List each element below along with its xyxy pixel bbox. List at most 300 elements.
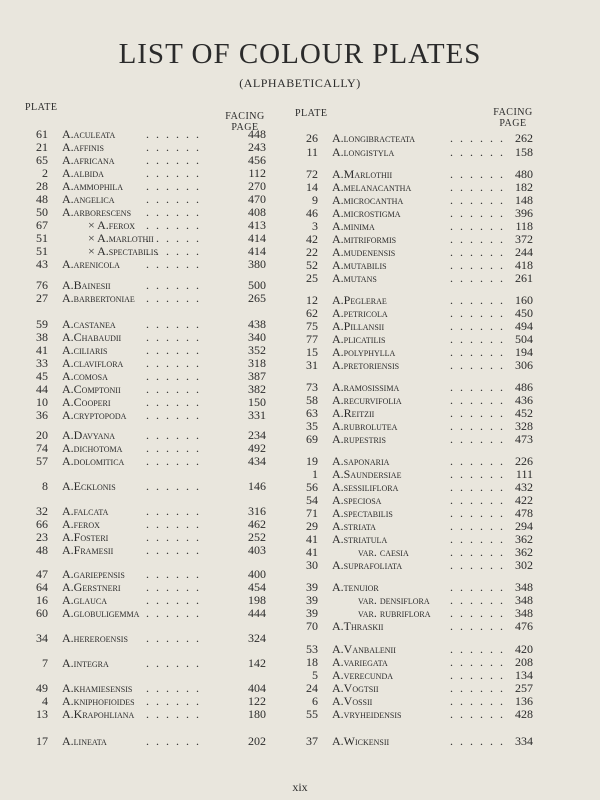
leader-dots: . . . . . .: [146, 567, 201, 581]
plate-number: 28: [36, 179, 48, 193]
right-plate-entry: [298, 559, 543, 572]
plate-number: 4: [42, 694, 48, 708]
leader-dots: . . . . . .: [146, 408, 201, 422]
facing-page-number: 122: [248, 694, 266, 708]
facing-page-number: 382: [248, 382, 266, 396]
species-name: A.Pillansii: [332, 319, 385, 333]
leader-dots: . . . . . .: [450, 493, 505, 507]
plate-number: 1: [312, 467, 318, 481]
plate-number: 23: [36, 530, 48, 544]
facing-page-number: 252: [248, 530, 266, 544]
facing-page-number: 328: [515, 419, 533, 433]
leader-dots: . . . . . .: [450, 406, 505, 420]
facing-page-number: 428: [515, 707, 533, 721]
species-name: A.spectabilis: [332, 506, 393, 520]
plate-number: 35: [306, 419, 318, 433]
leader-dots: . . . . . .: [450, 480, 505, 494]
species-name: A.barbertoniae: [62, 291, 135, 305]
leader-dots: . . . . . .: [146, 192, 201, 206]
facing-page-number: 420: [515, 642, 533, 656]
leader-dots: . . . . . .: [146, 153, 201, 167]
species-name: A.sessiliflora: [332, 480, 399, 494]
species-name: A.Gerstneri: [62, 580, 121, 594]
plate-number: 13: [36, 707, 48, 721]
leader-dots: . . . . . .: [450, 180, 505, 194]
leader-dots: . . . . . .: [146, 530, 201, 544]
plate-number: 45: [36, 369, 48, 383]
facing-page-number: 450: [515, 306, 533, 320]
facing-page-number: 486: [515, 380, 533, 394]
leader-dots: . . . . . .: [450, 332, 505, 346]
leader-dots: . . . . . .: [450, 432, 505, 446]
leader-dots: . . . . . .: [450, 734, 505, 748]
species-name: A.suprafoliata: [332, 558, 403, 572]
facing-page-number: 226: [515, 454, 533, 468]
species-name: A.ramosissima: [332, 380, 400, 394]
plate-number: 55: [306, 707, 318, 721]
species-name: A.arenicola: [62, 257, 120, 271]
plate-number: 34: [36, 631, 48, 645]
species-name: A.striata: [332, 519, 376, 533]
leader-dots: . . . . . .: [146, 330, 201, 344]
leader-dots: . . . . . .: [146, 343, 201, 357]
facing-page-number: 316: [248, 504, 266, 518]
facing-page-number: 396: [515, 206, 533, 220]
species-name: A.affinis: [62, 140, 104, 154]
leader-dots: . . . . . .: [146, 580, 201, 594]
plate-number: 33: [36, 356, 48, 370]
species-name: A.Vanbalenii: [332, 642, 396, 656]
plate-number: 41: [306, 545, 318, 559]
species-name: A.hereroensis: [62, 631, 128, 645]
facing-page-number: 473: [515, 432, 533, 446]
facing-page-number: 324: [248, 631, 266, 645]
leader-dots: . . . . . .: [450, 668, 505, 682]
facing-page-number: 413: [248, 218, 266, 232]
right-plate-entry: [298, 146, 543, 159]
facing-page-number: 294: [515, 519, 533, 533]
left-facing-line2: PAGE: [231, 122, 259, 133]
species-name: A.Cooperi: [62, 395, 111, 409]
plate-number: 62: [306, 306, 318, 320]
species-name: A.plicatilis: [332, 332, 386, 346]
facing-page-number: 194: [515, 345, 533, 359]
plate-number: 5: [312, 668, 318, 682]
species-name: A.recurvifolia: [332, 393, 402, 407]
leader-dots: . . . . . .: [450, 306, 505, 320]
plate-number: 51: [36, 244, 48, 258]
species-name: A.longistyla: [332, 145, 395, 159]
leader-dots: . . . . . .: [146, 395, 201, 409]
plate-number: 70: [306, 619, 318, 633]
plate-number: 54: [306, 493, 318, 507]
facing-page-number: 306: [515, 358, 533, 372]
right-plate-entry: [298, 708, 543, 721]
facing-page-number: 202: [248, 734, 266, 748]
facing-page-number: 142: [248, 656, 266, 670]
leader-dots: . . . . . .: [450, 131, 505, 145]
leader-dots: . . . . . .: [146, 428, 201, 442]
plate-number: 8: [42, 479, 48, 493]
plate-number: 48: [36, 192, 48, 206]
leader-dots: . . . . . .: [450, 681, 505, 695]
leader-dots: . . . . . .: [146, 517, 201, 531]
leader-dots: . . . . . .: [146, 291, 201, 305]
plate-number: 58: [306, 393, 318, 407]
species-name: A.ammophila: [62, 179, 124, 193]
plate-number: 29: [306, 519, 318, 533]
plate-number: 10: [36, 395, 48, 409]
leader-dots: . . . . . .: [146, 504, 201, 518]
species-name: A.comosa: [62, 369, 108, 383]
species-name: A.tenuior: [332, 580, 379, 594]
plate-number: 11: [306, 145, 318, 159]
species-name: A.Fosteri: [62, 530, 109, 544]
species-name: A.variegata: [332, 655, 388, 669]
leader-dots: . . . . . .: [146, 231, 201, 245]
species-name: A.ferox: [62, 517, 100, 531]
leader-dots: . . . . . .: [450, 519, 505, 533]
plate-number: 27: [36, 291, 48, 305]
plate-number: 75: [306, 319, 318, 333]
facing-page-number: 372: [515, 232, 533, 246]
species-name: × A.marlothii: [88, 231, 154, 245]
leader-dots: . . . . . .: [450, 619, 505, 633]
leader-dots: . . . . . .: [450, 167, 505, 181]
leader-dots: . . . . . .: [450, 606, 505, 620]
plate-number: 19: [306, 454, 318, 468]
plate-number: 41: [36, 343, 48, 357]
leader-dots: . . . . . .: [450, 506, 505, 520]
facing-page-number: 302: [515, 558, 533, 572]
facing-page-number: 262: [515, 131, 533, 145]
leader-dots: . . . . . .: [450, 419, 505, 433]
left-plate-entry: [28, 258, 273, 271]
species-name: A.integra: [62, 656, 109, 670]
species-name: A.mutabilis: [332, 258, 387, 272]
leader-dots: . . . . . .: [450, 345, 505, 359]
facing-page-number: 462: [248, 517, 266, 531]
species-name: A.aculeata: [62, 127, 116, 141]
species-name: A.mitriformis: [332, 232, 397, 246]
facing-page-number: 348: [515, 580, 533, 594]
species-name: A.ciliaris: [62, 343, 108, 357]
leader-dots: . . . . . .: [450, 393, 505, 407]
leader-dots: . . . . . .: [450, 545, 505, 559]
plate-number: 49: [36, 681, 48, 695]
species-name: A.striatula: [332, 532, 388, 546]
plate-number: 76: [36, 278, 48, 292]
facing-page-number: 257: [515, 681, 533, 695]
facing-page-number: 400: [248, 567, 266, 581]
facing-page-number: 362: [515, 545, 533, 559]
facing-page-number: 500: [248, 278, 266, 292]
leader-dots: . . . . . .: [450, 532, 505, 546]
leader-dots: . . . . . .: [146, 218, 201, 232]
species-name: var. densiflora: [358, 593, 430, 607]
leader-dots: . . . . . .: [146, 356, 201, 370]
species-name: A.microstigma: [332, 206, 401, 220]
plate-number: 74: [36, 441, 48, 455]
species-name: A.Marlothii: [332, 167, 393, 181]
leader-dots: . . . . . .: [450, 232, 505, 246]
facing-page-number: 352: [248, 343, 266, 357]
plate-number: 41: [306, 532, 318, 546]
facing-page-number: 270: [248, 179, 266, 193]
species-name: A.minima: [332, 219, 375, 233]
leader-dots: . . . . . .: [450, 245, 505, 259]
species-name: var. caesia: [358, 545, 409, 559]
left-plate-entry: [28, 455, 273, 468]
plate-number: 46: [306, 206, 318, 220]
facing-page-number: 494: [515, 319, 533, 333]
species-name: A.rupestris: [332, 432, 386, 446]
left-plate-header: PLATE: [25, 102, 58, 113]
plate-number: 72: [306, 167, 318, 181]
leader-dots: . . . . . .: [146, 681, 201, 695]
plate-number: 71: [306, 506, 318, 520]
leader-dots: . . . . . .: [450, 206, 505, 220]
plate-number: 16: [36, 593, 48, 607]
species-name: A.speciosa: [332, 493, 382, 507]
plate-number: 38: [36, 330, 48, 344]
plate-number: 6: [312, 694, 318, 708]
plate-number: 59: [36, 317, 48, 331]
species-name: A.Saundersiae: [332, 467, 402, 481]
facing-page-number: 160: [515, 293, 533, 307]
plate-number: 63: [306, 406, 318, 420]
plate-number: 64: [36, 580, 48, 594]
species-name: A.castanea: [62, 317, 116, 331]
left-plate-entry: [28, 292, 273, 305]
plate-number: 31: [306, 358, 318, 372]
leader-dots: . . . . . .: [450, 593, 505, 607]
leader-dots: . . . . . .: [146, 317, 201, 331]
leader-dots: . . . . . .: [146, 140, 201, 154]
leader-dots: . . . . . .: [450, 193, 505, 207]
right-plate-entry: [298, 132, 543, 145]
facing-page-number: 261: [515, 271, 533, 285]
facing-page-number: 448: [248, 127, 266, 141]
facing-page-number: 265: [248, 291, 266, 305]
species-name: A.Reitzii: [332, 406, 375, 420]
right-facing-line2: PAGE: [499, 118, 527, 129]
facing-page-number: 244: [515, 245, 533, 259]
plate-number: 36: [36, 408, 48, 422]
species-name: A.polyphylla: [332, 345, 396, 359]
facing-page-number: 456: [248, 153, 266, 167]
leader-dots: . . . . . .: [146, 694, 201, 708]
plate-number: 2: [42, 166, 48, 180]
plate-number: 24: [306, 681, 318, 695]
leader-dots: . . . . . .: [146, 257, 201, 271]
leader-dots: . . . . . .: [146, 166, 201, 180]
plate-number: 51: [36, 231, 48, 245]
plate-number: 17: [36, 734, 48, 748]
leader-dots: . . . . . .: [146, 127, 201, 141]
plate-number: 20: [36, 428, 48, 442]
facing-page-number: 454: [248, 580, 266, 594]
species-name: A.lineata: [62, 734, 107, 748]
leader-dots: . . . . . .: [450, 454, 505, 468]
facing-page-number: 318: [248, 356, 266, 370]
facing-page-number: 436: [515, 393, 533, 407]
species-name: A.Chabaudii: [62, 330, 122, 344]
right-facing-header: [493, 107, 533, 129]
right-plate-entry: [298, 272, 543, 285]
species-name: A.dichotoma: [62, 441, 123, 455]
species-name: A.dolomitica: [62, 454, 125, 468]
facing-page-number: 408: [248, 205, 266, 219]
facing-page-number: 234: [248, 428, 266, 442]
plate-number: 67: [36, 218, 48, 232]
leader-dots: . . . . . .: [146, 593, 201, 607]
leader-dots: . . . . . .: [450, 580, 505, 594]
facing-page-number: 150: [248, 395, 266, 409]
plate-number: 47: [36, 567, 48, 581]
species-name: A.falcata: [62, 504, 109, 518]
species-name: A.Davyana: [62, 428, 116, 442]
leader-dots: . . . . . .: [146, 479, 201, 493]
species-name: A.microcantha: [332, 193, 404, 207]
plate-number: 22: [306, 245, 318, 259]
facing-page-number: 146: [248, 479, 266, 493]
leader-dots: . . . . . .: [450, 655, 505, 669]
facing-page-number: 434: [248, 454, 266, 468]
leader-dots: . . . . . .: [146, 205, 201, 219]
leader-dots: . . . . . .: [146, 382, 201, 396]
species-name: A.Vossii: [332, 694, 373, 708]
facing-page-number: 470: [248, 192, 266, 206]
leader-dots: . . . . . .: [450, 293, 505, 307]
left-plate-entry: [28, 607, 273, 620]
species-name: A.gariepensis: [62, 567, 125, 581]
left-plate-entry: [28, 708, 273, 721]
right-plate-entry: [298, 533, 543, 546]
facing-page-number: 414: [248, 231, 266, 245]
right-plate-header: PLATE: [295, 108, 328, 119]
leader-dots: . . . . . .: [146, 278, 201, 292]
leader-dots: . . . . . .: [450, 271, 505, 285]
facing-page-number: 198: [248, 593, 266, 607]
plate-number: 61: [36, 127, 48, 141]
plate-number: 44: [36, 382, 48, 396]
plate-number: 12: [306, 293, 318, 307]
leader-dots: . . . . . .: [450, 145, 505, 159]
leader-dots: . . . . . .: [146, 454, 201, 468]
species-name: A.Wickensii: [332, 734, 390, 748]
species-name: A.kniphofioides: [62, 694, 135, 708]
facing-page-number: 480: [515, 167, 533, 181]
facing-page-number: 380: [248, 257, 266, 271]
left-plate-entry: [28, 544, 273, 557]
leader-dots: . . . . . .: [146, 606, 201, 620]
plate-number: 77: [306, 332, 318, 346]
species-name: A.rubrolutea: [332, 419, 398, 433]
plate-number: 39: [306, 580, 318, 594]
species-name: A.Peglerae: [332, 293, 387, 307]
leader-dots: . . . . . .: [450, 694, 505, 708]
species-name: A.Ecklonis: [62, 479, 116, 493]
facing-page-number: 136: [515, 694, 533, 708]
leader-dots: . . . . . .: [450, 358, 505, 372]
plate-number: 42: [306, 232, 318, 246]
right-facing-line1: FACING: [493, 107, 533, 118]
facing-page-number: 422: [515, 493, 533, 507]
leader-dots: . . . . . .: [450, 558, 505, 572]
species-name: A.petricola: [332, 306, 388, 320]
facing-page-number: 418: [515, 258, 533, 272]
facing-page-number: 331: [248, 408, 266, 422]
facing-page-number: 243: [248, 140, 266, 154]
plate-number: 53: [306, 642, 318, 656]
facing-page-number: 182: [515, 180, 533, 194]
species-name: A.albida: [62, 166, 104, 180]
plate-number: 37: [306, 734, 318, 748]
plate-number: 66: [36, 517, 48, 531]
leader-dots: . . . . . .: [450, 258, 505, 272]
species-name: A.Vogtsii: [332, 681, 379, 695]
page-number: xix: [292, 780, 308, 794]
facing-page-number: 118: [515, 219, 533, 233]
facing-page-number: 208: [515, 655, 533, 669]
species-name: × A.spectabilis: [88, 244, 158, 258]
facing-page-number: 403: [248, 543, 266, 557]
facing-page-number: 334: [515, 734, 533, 748]
leader-dots: . . . . . .: [450, 642, 505, 656]
species-name: A.mudenensis: [332, 245, 396, 259]
left-plate-entry: [28, 657, 273, 670]
plate-number: 32: [36, 504, 48, 518]
species-name: A.pretoriensis: [332, 358, 400, 372]
facing-page-number: 348: [515, 593, 533, 607]
plate-number: 30: [306, 558, 318, 572]
facing-page-number: 444: [248, 606, 266, 620]
plate-number: 39: [306, 593, 318, 607]
plate-number: 25: [306, 271, 318, 285]
facing-page-number: 112: [248, 166, 266, 180]
plate-number: 14: [306, 180, 318, 194]
leader-dots: . . . . . .: [450, 467, 505, 481]
facing-page-number: 404: [248, 681, 266, 695]
species-name: var. rubriflora: [358, 606, 431, 620]
left-plate-entry: [28, 409, 273, 422]
facing-page-number: 387: [248, 369, 266, 383]
plate-number: 39: [306, 606, 318, 620]
species-name: A.longibracteata: [332, 131, 416, 145]
right-plate-entry: [298, 359, 543, 372]
plate-number: 60: [36, 606, 48, 620]
leader-dots: . . . . . .: [450, 707, 505, 721]
left-plate-entry: [28, 480, 273, 493]
species-name: A.saponaria: [332, 454, 390, 468]
species-name: A.khamiesensis: [62, 681, 133, 695]
facing-page-number: 134: [515, 668, 533, 682]
facing-page-number: 476: [515, 619, 533, 633]
facing-page-number: 504: [515, 332, 533, 346]
species-name: A.Framesii: [62, 543, 114, 557]
leader-dots: . . . . . .: [450, 219, 505, 233]
leader-dots: . . . . . .: [146, 707, 201, 721]
leader-dots: . . . . . .: [146, 631, 201, 645]
leader-dots: . . . . . .: [146, 369, 201, 383]
species-name: A.Comptonii: [62, 382, 121, 396]
species-name: A.globuligemma: [62, 606, 140, 620]
right-plate-entry: [298, 433, 543, 446]
page-subtitle: (ALPHABETICALLY): [239, 76, 361, 90]
facing-page-number: 432: [515, 480, 533, 494]
plate-number: 48: [36, 543, 48, 557]
